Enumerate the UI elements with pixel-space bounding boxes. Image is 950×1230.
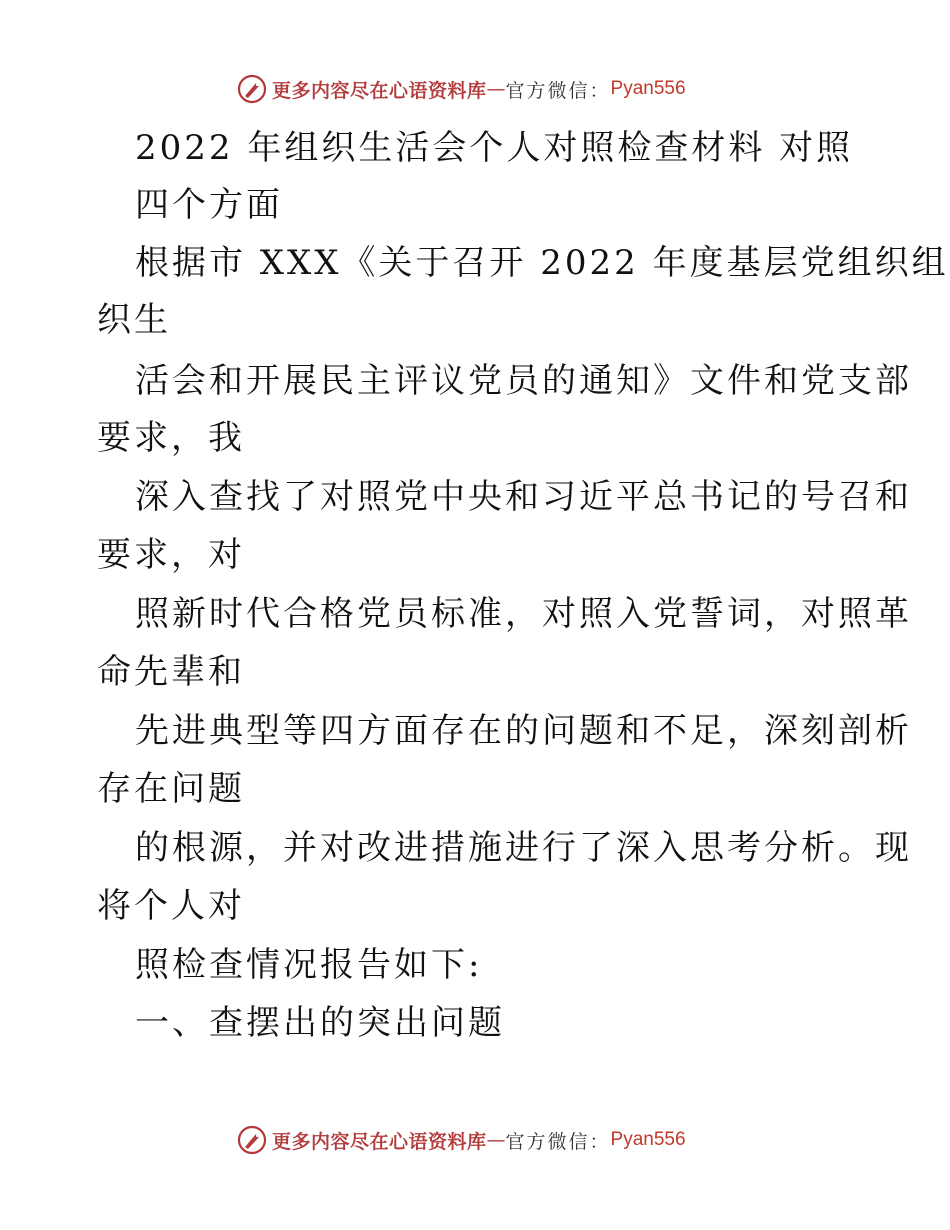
document-title-line-1: 2022 年组织生活会个人对照检查材料 对照 xyxy=(135,128,854,168)
watermark-handle: Pyan556 xyxy=(610,1129,686,1150)
paragraph-line: 要求，我 xyxy=(97,418,245,458)
paragraph-line: 织生 xyxy=(97,300,171,340)
paragraph-line: 将个人对 xyxy=(97,886,245,926)
section-heading: 一、查摆出的突出问题 xyxy=(135,1003,505,1043)
watermark-dash: — xyxy=(486,78,506,100)
pen-nib-icon xyxy=(236,73,268,105)
paragraph-line: 根据市 XXX《关于召开 2022 年度基层党组织组 xyxy=(135,243,949,283)
watermark-handle: Pyan556 xyxy=(610,78,686,99)
watermark-label: 官方微信： xyxy=(505,79,611,102)
watermark-brand: 更多内容尽在心语资料库 xyxy=(272,1130,487,1153)
paragraph-line: 照新时代合格党员标准，对照入党誓词，对照革 xyxy=(135,594,912,634)
paragraph-line: 照检查情况报告如下: xyxy=(135,945,483,985)
watermark-banner-bottom xyxy=(236,1123,756,1157)
paragraph-line: 深入查找了对照党中央和习近平总书记的号召和 xyxy=(135,477,912,517)
paragraph-line: 存在问题 xyxy=(97,769,245,809)
watermark-dash: — xyxy=(486,1129,506,1151)
pen-nib-icon xyxy=(236,1124,268,1156)
watermark-brand: 更多内容尽在心语资料库 xyxy=(272,79,487,102)
document-title-line-2: 四个方面 xyxy=(135,185,283,225)
paragraph-line: 命先辈和 xyxy=(97,652,245,692)
paragraph-line: 要求，对 xyxy=(97,535,245,575)
paragraph-line: 的根源，并对改进措施进行了深入思考分析。现 xyxy=(135,828,912,868)
watermark-label: 官方微信： xyxy=(505,1130,611,1153)
paragraph-line: 先进典型等四方面存在的问题和不足，深刻剖析 xyxy=(135,711,912,751)
watermark-banner-top xyxy=(236,72,756,106)
paragraph-line: 活会和开展民主评议党员的通知》文件和党支部 xyxy=(135,361,912,401)
